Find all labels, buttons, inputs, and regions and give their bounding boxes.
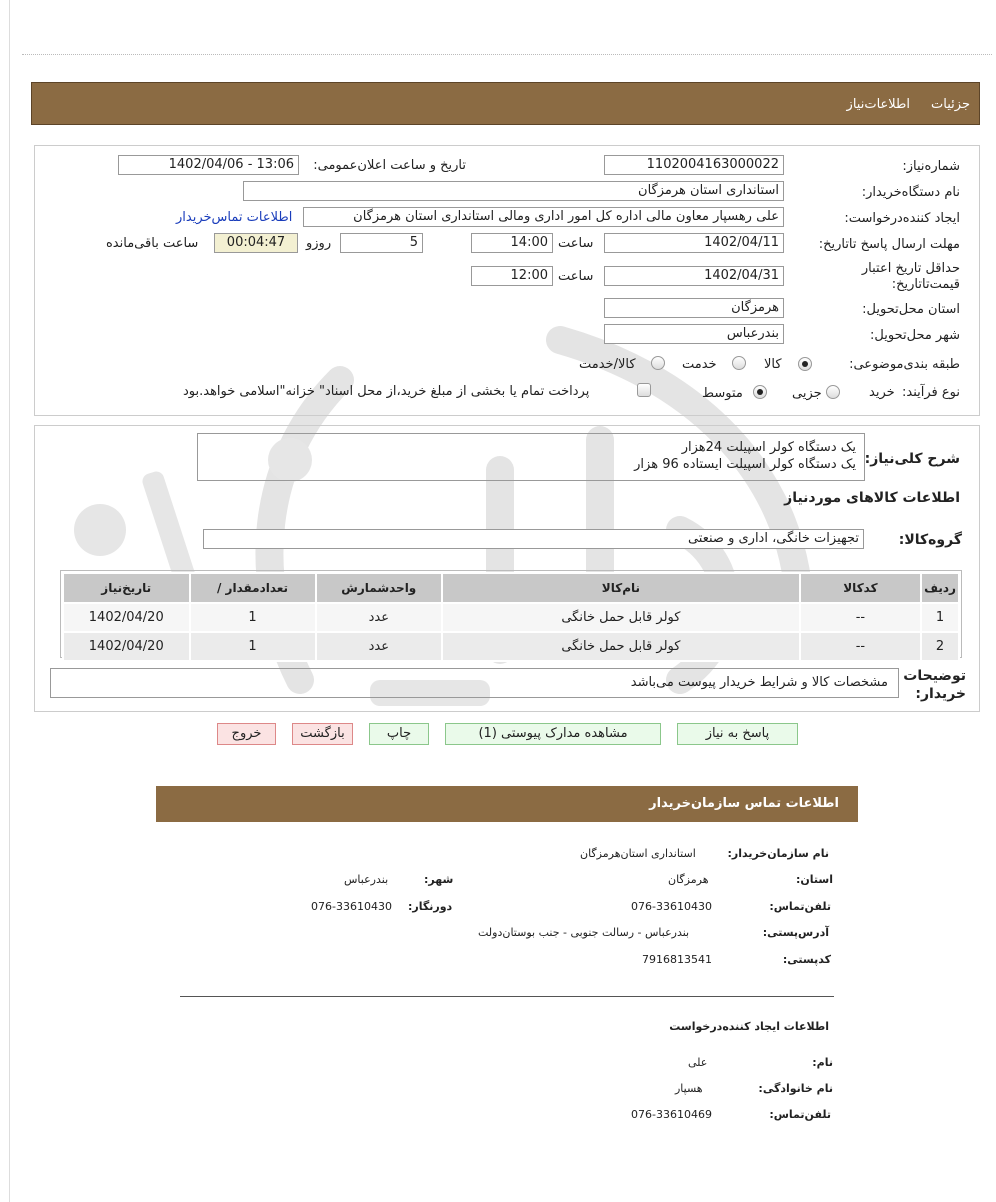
remaining-label: ساعت باقی‌مانده xyxy=(106,236,199,251)
process-buy-label: خرید xyxy=(869,385,895,400)
details-header-bar xyxy=(31,82,980,125)
need-number-field: 1102004163000022 xyxy=(604,155,784,175)
cell-name: کولر قابل حمل خانگی xyxy=(442,632,800,661)
col-code: کدکالا xyxy=(800,573,921,603)
postal-label: کدپستی: xyxy=(782,953,831,966)
announce-label: تاریخ و ساعت اعلان‌عمومی: xyxy=(313,158,466,173)
creator-label: ایجاد کننده‌درخواست: xyxy=(844,211,960,226)
org-label: نام سازمان‌خریدار: xyxy=(727,847,829,860)
creator-title: اطلاعات ایجاد کننده‌درخواست xyxy=(669,1020,829,1033)
buyer-contact-link[interactable]: اطلاعات تماس‌خریدار xyxy=(176,210,293,225)
top-dotted-rule xyxy=(22,54,992,55)
creator-name-label: نام: xyxy=(812,1056,833,1069)
items-title: اطلاعات کالاهای موردنیاز xyxy=(784,490,960,506)
summary-line-2: یک دستگاه کولر اسپیلت ایستاده 96 هزار xyxy=(634,457,856,472)
category-service-label: خدمت xyxy=(682,357,717,372)
city-contact-label: شهر: xyxy=(424,873,454,886)
process-minor-label: جزیی xyxy=(792,386,822,401)
cell-qty: 1 xyxy=(190,603,316,632)
attachments-button[interactable]: مشاهده مدارک پیوستی (1) xyxy=(445,723,661,745)
province-contact-value: هرمزگان xyxy=(668,873,709,886)
deadline-time-label: ساعت xyxy=(558,236,594,251)
cell-row: 1 xyxy=(921,603,959,632)
col-name: نام‌کالا xyxy=(442,573,800,603)
need-number-label: شماره‌نیاز: xyxy=(902,159,960,174)
buyer-notes-box: مشخصات کالا و شرایط خریدار پیوست می‌باشد xyxy=(50,668,899,698)
exit-button[interactable]: خروج xyxy=(217,723,276,745)
cell-date: 1402/04/20 xyxy=(63,603,190,632)
cell-unit: عدد xyxy=(316,632,442,661)
back-button[interactable]: بازگشت xyxy=(292,723,353,745)
province-contact-label: استان: xyxy=(796,873,833,886)
remaining-time-field: 00:04:47 xyxy=(214,233,298,253)
creator-phone-label: تلفن‌تماس: xyxy=(769,1108,831,1121)
deadline-date-field: 1402/04/11 xyxy=(604,233,784,253)
creator-phone-value: 076-33610469 xyxy=(631,1108,712,1121)
category-both-label: کالا/خدمت xyxy=(579,357,636,372)
summary-label: شرح کلی‌نیاز: xyxy=(864,451,960,467)
left-vertical-rule xyxy=(9,0,10,1202)
validity-time-field: 12:00 xyxy=(471,266,553,286)
items-table-header xyxy=(63,573,959,603)
contact-divider xyxy=(180,996,834,997)
validity-date-field: 1402/04/31 xyxy=(604,266,784,286)
city-field: بندرعباس xyxy=(604,324,784,344)
category-label: طبقه بندی‌موضوعی: xyxy=(849,357,960,372)
fax-label: دورنگار: xyxy=(408,900,453,913)
col-unit: واحدشمارش xyxy=(316,573,442,603)
process-label: نوع فرآیند: xyxy=(902,385,960,400)
days-field: 5 xyxy=(340,233,423,253)
org-value: استانداری استان‌هرمزگان xyxy=(580,847,696,860)
creator-family-value: هسپار xyxy=(675,1082,703,1095)
tab-details[interactable]: جزئیات xyxy=(931,97,970,112)
creator-family-label: نام خانوادگی: xyxy=(758,1082,833,1095)
process-radio-minor[interactable] xyxy=(826,385,840,399)
phone-value: 076-33610430 xyxy=(631,900,712,913)
category-radio-goods[interactable] xyxy=(798,357,812,371)
cell-date: 1402/04/20 xyxy=(63,632,190,661)
category-radio-both[interactable] xyxy=(651,356,665,370)
summary-box xyxy=(197,433,865,481)
deadline-label: مهلت ارسال پاسخ تا‌تاریخ: xyxy=(818,237,960,252)
table-row xyxy=(63,632,959,661)
category-goods-label: کالا xyxy=(764,357,782,372)
creator-field: علی رهسپار معاون مالی اداره کل امور اداری ومالی استانداری استان هرمزگان xyxy=(303,207,784,227)
deadline-time-field: 14:00 xyxy=(471,233,553,253)
postal-value: 7916813541 xyxy=(642,953,712,966)
col-date: تاریخ‌نیاز xyxy=(63,573,190,603)
contact-title: اطلاعات تماس سازمان‌خریدار xyxy=(649,796,839,811)
buyer-org-field: استانداری استان هرمزگان xyxy=(243,181,784,201)
items-table xyxy=(62,572,960,662)
col-row: ردیف xyxy=(921,573,959,603)
buyer-notes-label: توضیحات خریدار: xyxy=(903,668,966,702)
address-value: بندرعباس - رسالت جنوبی - جنب بوستان‌دولت xyxy=(478,926,690,939)
cell-qty: 1 xyxy=(190,632,316,661)
cell-code: -- xyxy=(800,632,921,661)
col-qty: تعدادمقدار / xyxy=(190,573,316,603)
treasury-note: پرداخت تمام یا بخشی از مبلغ خرید،از محل اسناد" خزانه"اسلامی خواهد.بود xyxy=(183,384,590,399)
cell-code: -- xyxy=(800,603,921,632)
category-radio-service[interactable] xyxy=(732,356,746,370)
validity-label: حداقل تاریخ اعتبار قیمت‌تا‌تاریخ: xyxy=(861,261,960,292)
city-contact-value: بندرعباس xyxy=(344,873,389,886)
validity-time-label: ساعت xyxy=(558,269,594,284)
creator-name-value: علی xyxy=(688,1056,708,1069)
fax-value: 076-33610430 xyxy=(311,900,392,913)
announce-field: 1402/04/06 - 13:06 xyxy=(118,155,299,175)
process-medium-label: متوسط xyxy=(702,386,743,401)
group-label: گروه‌کالا: xyxy=(898,532,962,548)
reply-button[interactable]: پاسخ به نیاز xyxy=(677,723,798,745)
tab-need-info[interactable]: اطلاعات‌نیاز xyxy=(846,97,910,112)
buyer-org-label: نام دستگاه‌خریدار: xyxy=(861,185,960,200)
treasury-checkbox[interactable] xyxy=(637,383,651,397)
address-label: آدرس‌پستی: xyxy=(762,926,829,939)
city-label: شهر محل‌تحویل: xyxy=(870,328,960,343)
process-radio-medium[interactable] xyxy=(753,385,767,399)
phone-label: تلفن‌تماس: xyxy=(769,900,831,913)
group-field: تجهیزات خانگی، اداری و صنعتی xyxy=(203,529,864,549)
print-button[interactable]: چاپ xyxy=(369,723,429,745)
province-label: استان محل‌تحویل: xyxy=(862,302,960,317)
cell-name: کولر قابل حمل خانگی xyxy=(442,603,800,632)
cell-row: 2 xyxy=(921,632,959,661)
province-field: هرمزگان xyxy=(604,298,784,318)
summary-line-1: یک دستگاه کولر اسپیلت 24هزار xyxy=(681,440,856,455)
cell-unit: عدد xyxy=(316,603,442,632)
table-row xyxy=(63,603,959,632)
days-label: روزو xyxy=(306,236,332,251)
